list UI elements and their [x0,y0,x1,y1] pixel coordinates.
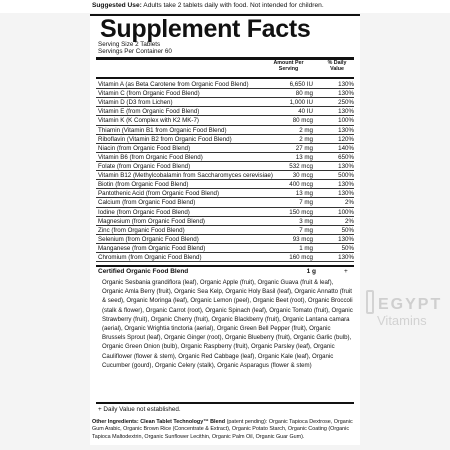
nutrient-row [96,180,354,189]
nutrient-amount: 3 mg [299,217,313,225]
blend-ingredients: Organic Sesbania grandiflora (leaf), Organic Apple (fruit), Organic Guava (fruit & leaf), Organic Amla Berry (fruit), Organic Sea Kelp, Organic Holy Basil (leaf), Organic Annatto (fruit & seed), Organic Moringa (leaf), Organic Lemon (peel), Organic Beet (root), Organic Broccoli (stalk & flower), Organic Carrot (root), Organic Spinach (leaf), Organic Tomato (fruit), Organic Strawberry (fruit), Organic Cherry (fruit), Organic Blackberry (fruit), Organic Lantana camara (aerial), Organic Wrightia tinctoria (aerial), Organic Green Bell Pepper (fruit), Organic Brussels Sprout (leaf), Organic Ginger (root), Organic Blueberry (fruit), Organic Garlic (bulb), Organic Green Onion (bulb), Organic Raspberry (fruit), Organic Parsley (leaf), Organic Cauliflower (flower & stem), Organic Red Cabbage (leaf), Organic Kale (leaf), Organic Cucumber (gourd), Organic Celery (stalk), Organic Asparagus (flower & stem) [102,279,353,369]
nutrient-name: Zinc (from Organic Food Blend) [98,226,185,234]
nutrient-row [96,153,354,162]
nutrient-table [96,80,354,262]
nutrient-amount: 2 mg [299,126,313,134]
nutrient-name: Vitamin B6 (from Organic Food Blend) [98,153,203,161]
suggested-use-label: Suggested Use: [92,2,142,9]
nutrient-name: Selenium (from Organic Food Blend) [98,235,199,243]
nutrient-amount: 2 mg [299,135,313,143]
nutrient-dv: 130% [338,254,354,262]
nutrient-name: Manganese (from Organic Food Blend) [98,244,206,252]
nutrient-amount: 150 mcg [289,208,313,216]
nutrient-amount: 532 mcg [289,162,313,170]
nutrient-name: Calcium (from Organic Food Blend) [98,199,196,207]
nutrient-row [96,189,354,198]
nutrient-row [96,235,354,244]
serving-size: Serving Size 2 Tablets [98,41,161,48]
nutrient-amount: 27 mg [295,144,313,152]
nutrient-amount: 6,650 IU [289,81,313,88]
nutrient-row [96,135,354,144]
nutrient-dv: 130% [338,162,354,170]
nutrient-amount: 80 mcg [292,117,313,125]
nutrient-row [96,107,354,116]
nutrient-name: Vitamin K (K Complex with K2 MK-7) [98,117,199,125]
nutrient-row [96,217,354,226]
nutrient-row [96,89,354,98]
nutrient-row [96,226,354,235]
nutrient-name: Vitamin A (as Beta Carotene from Organic Food Blend) [98,81,249,88]
nutrient-dv: 100% [338,117,354,125]
nutrient-name: Iodine (from Organic Food Blend) [98,208,190,216]
nutrient-name: Riboflavin (Vitamin B2 from Organic Food Blend) [98,135,232,143]
watermark-logo-icon [366,290,374,314]
nutrient-row [96,198,354,207]
nutrient-dv: 100% [338,208,354,216]
blend-row [96,268,354,277]
nutrient-row [96,162,354,171]
suggested-use-text: Adults take 2 tablets daily with food. Not intended for children. [141,2,324,9]
nutrient-name: Vitamin C (from Organic Food Blend) [98,90,200,98]
nutrient-dv: 130% [338,235,354,243]
nutrient-amount: 13 mg [295,153,313,161]
other-ingredients-label: Other Ingredients: Clean Tablet Technology™ Blend [92,419,226,425]
nutrient-name: Biotin (from Organic Food Blend) [98,181,189,189]
nutrient-dv: 130% [338,190,354,198]
nutrient-amount: 30 mcg [292,172,313,180]
nutrient-dv: 250% [338,99,354,107]
nutrient-dv: 120% [338,135,354,143]
nutrient-amount: 1,000 IU [289,99,313,107]
nutrient-amount: 160 mcg [289,254,313,262]
nutrient-name: Chromium (from Organic Food Blend) [98,254,202,262]
divider-thick [96,57,354,60]
nutrient-amount: 40 IU [298,108,313,116]
divider-blend [96,265,354,267]
nutrient-amount: 400 mcg [289,181,313,189]
nutrient-dv: 130% [338,181,354,189]
nutrient-row [96,253,354,262]
nutrient-dv: 130% [338,90,354,98]
nutrient-amount: 13 mg [295,190,313,198]
nutrient-row [96,244,354,253]
panel-title: Supplement Facts [100,15,311,43]
watermark-line2: Vitamins [377,313,427,328]
nutrient-amount: 1 mg [299,244,313,252]
nutrient-dv: 500% [338,172,354,180]
nutrient-name: Pantothenic Acid (from Organic Food Blend) [98,190,220,198]
servings-per-container: Servings Per Container 60 [98,48,172,55]
column-header-dv: % Daily Value [327,60,347,72]
nutrient-amount: 80 mg [295,90,313,98]
nutrient-dv: 130% [338,81,354,88]
blend-dv: + [344,268,348,275]
nutrient-name: Vitamin D (D3 from Lichen) [98,99,173,107]
nutrient-dv: 50% [341,244,354,252]
nutrient-row [96,116,354,125]
nutrient-row [96,98,354,107]
nutrient-name: Thiamin (Vitamin B1 from Organic Food Blend) [98,126,227,134]
column-header-amount: Amount Per Serving [273,60,304,72]
nutrient-name: Niacin (from Organic Food Blend) [98,144,191,152]
suggested-use [92,2,324,9]
nutrient-row [96,171,354,180]
nutrient-row [96,208,354,217]
divider-medium [96,77,354,79]
nutrient-dv: 140% [338,144,354,152]
nutrient-dv: 650% [338,153,354,161]
nutrient-amount: 7 mg [299,199,313,207]
nutrient-row [96,126,354,135]
nutrient-name: Magnesium (from Organic Food Blend) [98,217,205,225]
other-ingredients-text: (patent pending): Organic Tapioca Dextrose, Organic Gum Arabic, Organic Brown Rice (Concentrate & Extract), Organic Potato Starch, Organic Coating (Organic Tapioca Maltodextrin, Organic Sunflower Lecithin, Organic Palm Oil, Organic Guar Gum). [92,419,353,440]
other-ingredients [92,419,360,441]
blend-name: Certified Organic Food Blend [98,268,189,275]
nutrient-amount: 93 mcg [292,235,313,243]
nutrient-dv: 130% [338,108,354,116]
divider-bottom [96,402,354,404]
nutrient-dv: 50% [341,226,354,234]
nutrient-dv: 130% [338,126,354,134]
dv-note: + Daily Value not established. [98,406,181,413]
nutrient-amount: 7 mg [299,226,313,234]
nutrient-dv: 2% [345,217,354,225]
nutrient-dv: 2% [345,199,354,207]
nutrient-row [96,144,354,153]
watermark-line1: EGYPT [378,296,443,313]
nutrient-name: Vitamin B12 (Methylcobalamin from Saccharomyces cerevisiae) [98,172,273,180]
nutrient-name: Folate (from Organic Food Blend) [98,162,191,170]
nutrient-row [96,80,354,89]
blend-amount: 1 g [306,268,316,275]
nutrient-name: Vitamin E (from Organic Food Blend) [98,108,200,116]
